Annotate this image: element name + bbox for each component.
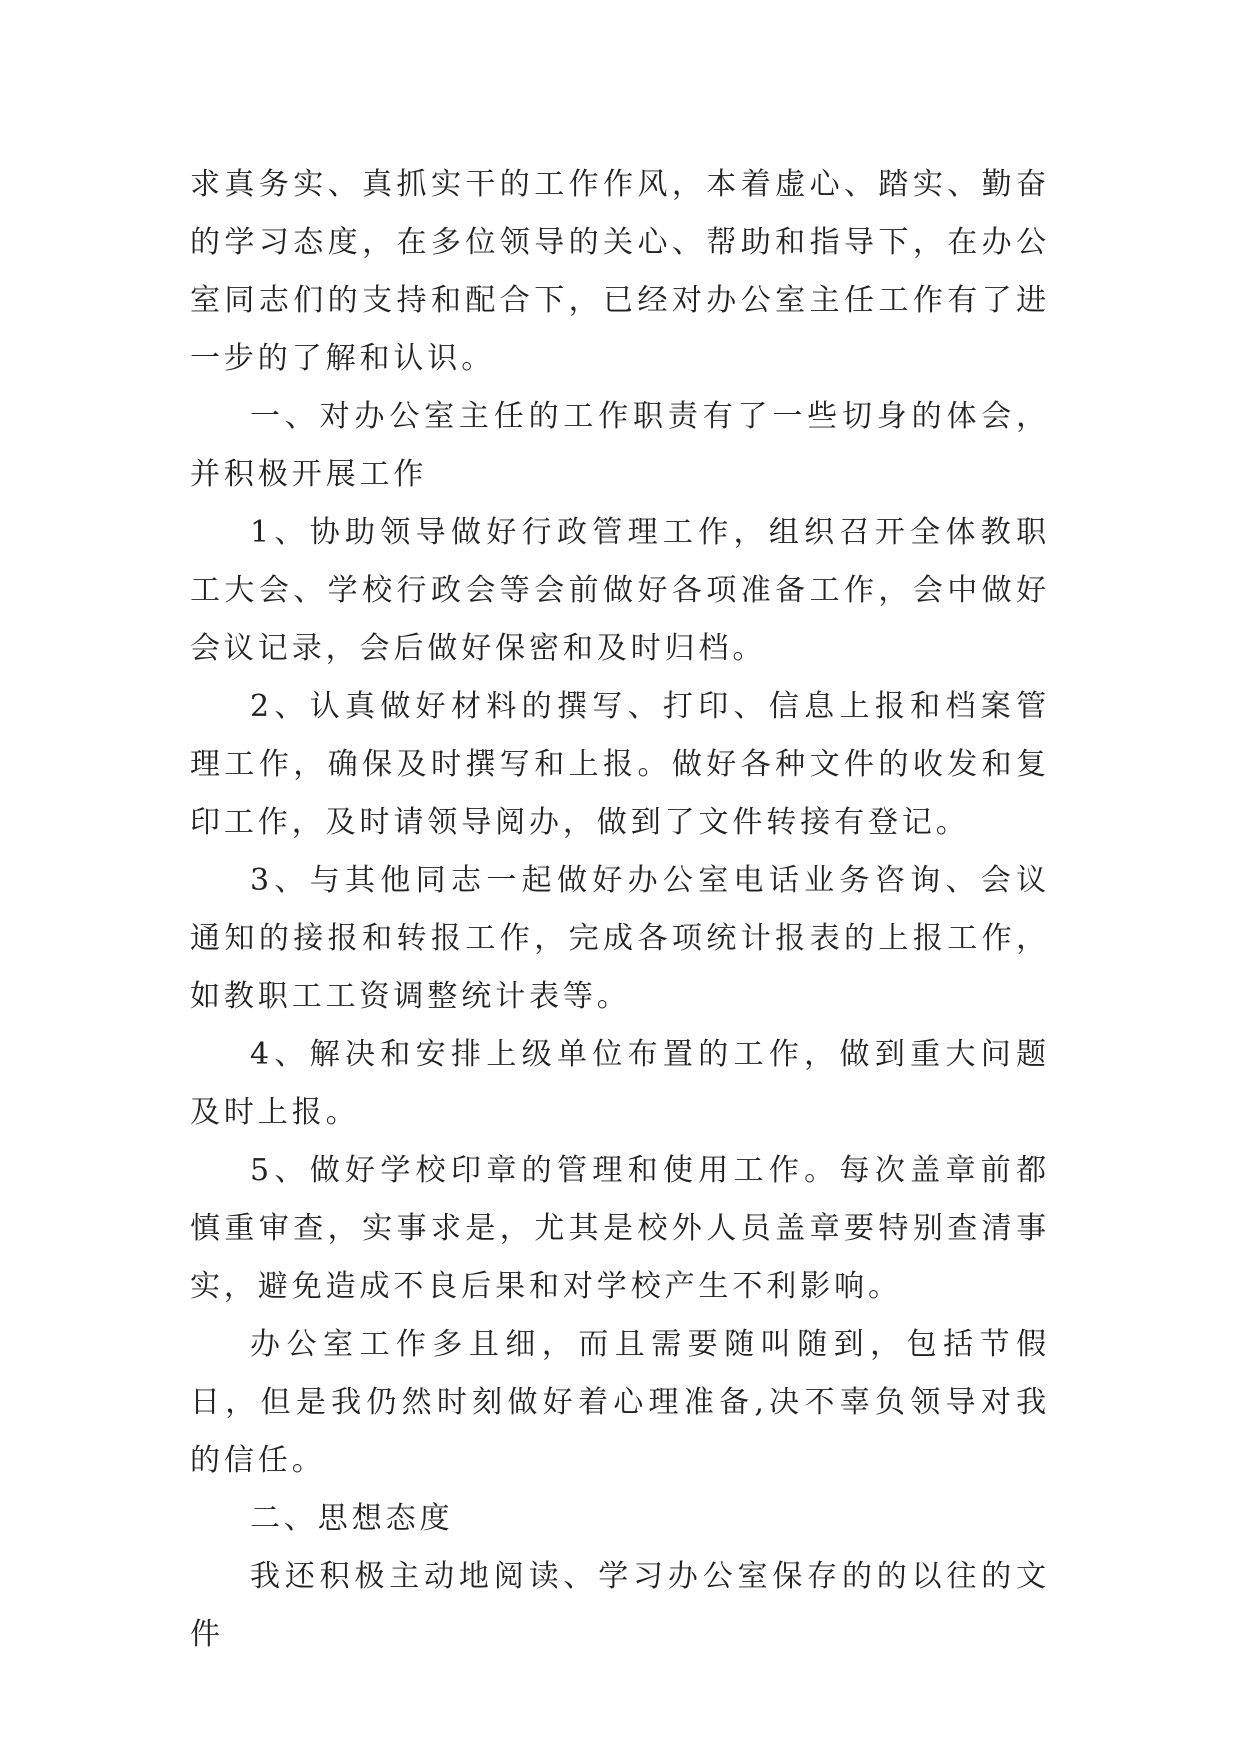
section-heading-2: 二、思想态度 — [250, 1501, 454, 1536]
document-body — [190, 156, 1050, 1664]
list-item-1: 1、协助领导做好行政管理工作，组织召开全体教职工大会、学校行政会等会前做好各项准备工作，会中做好会议记录，会后做好保密和及时归档。 — [190, 515, 1050, 666]
list-item-3: 3、与其他同志一起做好办公室电话业务咨询、会议通知的接报和转报工作，完成各项统计报表的上报工作，如教职工工资调整统计表等。 — [190, 863, 1050, 1014]
list-item-2: 2、认真做好材料的撰写、打印、信息上报和档案管理工作，确保及时撰写和上报。做好各种文件的收发和复印工作，及时请领导阅办，做到了文件转接有登记。 — [190, 689, 1050, 840]
paragraph-closing: 我还积极主动地阅读、学习办公室保存的的以往的文件 — [190, 1559, 1050, 1652]
paragraph-intro: 求真务实、真抓实干的工作作风，本着虚心、踏实、勤奋的学习态度，在多位领导的关心、帮助和指导下，在办公室同志们的支持和配合下，已经对办公室主任工作有了进一步的了解和认识。 — [190, 167, 1050, 376]
section-heading-1: 一、对办公室主任的工作职责有了一些切身的体会，并积极开展工作 — [190, 399, 1050, 492]
list-item-4: 4、解决和安排上级单位布置的工作，做到重大问题及时上报。 — [190, 1037, 1050, 1130]
paragraph-summary: 办公室工作多且细，而且需要随叫随到，包括节假日，但是我仍然时刻做好着心理准备,决不辜负领导对我的信任。 — [190, 1327, 1050, 1478]
list-item-5: 5、做好学校印章的管理和使用工作。每次盖章前都慎重审查，实事求是，尤其是校外人员盖章要特别查清事实，避免造成不良后果和对学校产生不利影响。 — [190, 1153, 1050, 1304]
